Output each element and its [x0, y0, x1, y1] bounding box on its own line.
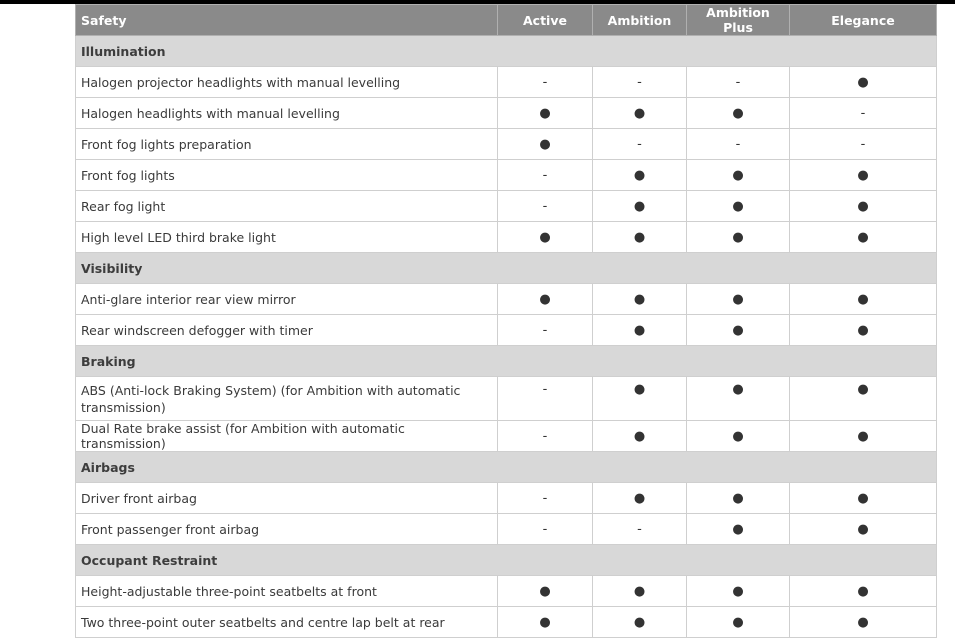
availability-cell: - [498, 315, 593, 346]
availability-cell: ● [593, 160, 687, 191]
availability-cell: ● [687, 377, 790, 421]
availability-cell: - [593, 514, 687, 545]
availability-cell: ● [593, 222, 687, 253]
table-row [76, 222, 937, 253]
table-row [76, 284, 937, 315]
availability-cell: ● [498, 576, 593, 607]
availability-cell: - [498, 377, 593, 421]
feature-cell: Anti-glare interior rear view mirror [76, 284, 498, 315]
availability-cell: ● [687, 315, 790, 346]
availability-cell: ● [790, 607, 937, 638]
table-row [76, 67, 937, 98]
availability-cell: ● [790, 222, 937, 253]
availability-cell: ● [687, 607, 790, 638]
feature-cell: Front passenger front airbag [76, 514, 498, 545]
availability-cell: ● [498, 222, 593, 253]
availability-cell: - [498, 67, 593, 98]
section-row [76, 452, 937, 483]
availability-cell: - [498, 514, 593, 545]
feature-cell: Front fog lights [76, 160, 498, 191]
availability-cell: ● [790, 483, 937, 514]
section-title: Airbags [76, 452, 937, 483]
availability-cell: ● [593, 377, 687, 421]
availability-cell: ● [687, 222, 790, 253]
availability-cell: - [593, 67, 687, 98]
feature-cell: Dual Rate brake assist (for Ambition with automatic transmission) [76, 421, 498, 452]
availability-cell: ● [593, 576, 687, 607]
availability-cell: - [687, 67, 790, 98]
section-title: Visibility [76, 253, 937, 284]
table-row [76, 160, 937, 191]
availability-cell: - [790, 129, 937, 160]
availability-cell: ● [498, 607, 593, 638]
availability-cell: - [498, 483, 593, 514]
section-title: Braking [76, 346, 937, 377]
availability-cell: ● [593, 483, 687, 514]
availability-cell: ● [593, 98, 687, 129]
availability-cell: ● [498, 284, 593, 315]
header-trim-elegance: Elegance [790, 5, 937, 36]
feature-cell: High level LED third brake light [76, 222, 498, 253]
availability-cell: ● [790, 160, 937, 191]
table-body [76, 36, 937, 638]
table-row [76, 576, 937, 607]
availability-cell: ● [687, 284, 790, 315]
feature-cell: Halogen headlights with manual levelling [76, 98, 498, 129]
section-row [76, 346, 937, 377]
availability-cell: - [498, 160, 593, 191]
availability-cell: ● [790, 191, 937, 222]
feature-cell: Height-adjustable three-point seatbelts at front [76, 576, 498, 607]
availability-cell: ● [687, 514, 790, 545]
availability-cell: ● [790, 284, 937, 315]
availability-cell: ● [790, 514, 937, 545]
section-row [76, 253, 937, 284]
section-title: Occupant Restraint [76, 545, 937, 576]
availability-cell: ● [498, 129, 593, 160]
table-row [76, 98, 937, 129]
header-trim-ambition-plus: Ambition Plus [687, 5, 790, 36]
table-row [76, 377, 937, 421]
availability-cell: ● [687, 483, 790, 514]
availability-cell: ● [593, 284, 687, 315]
availability-cell: ● [498, 98, 593, 129]
feature-cell: Halogen projector headlights with manual levelling [76, 67, 498, 98]
feature-cell: Front fog lights preparation [76, 129, 498, 160]
availability-cell: ● [790, 377, 937, 421]
availability-cell: ● [790, 421, 937, 452]
header-trim-active: Active [498, 5, 593, 36]
availability-cell: ● [687, 421, 790, 452]
table-row [76, 514, 937, 545]
feature-cell: Two three-point outer seatbelts and centre lap belt at rear [76, 607, 498, 638]
table-header-row [76, 5, 937, 36]
table-row [76, 191, 937, 222]
availability-cell: ● [593, 421, 687, 452]
availability-cell: ● [790, 315, 937, 346]
section-title: Illumination [76, 36, 937, 67]
header-feature: Safety [76, 5, 498, 36]
table-row [76, 129, 937, 160]
feature-cell: Rear windscreen defogger with timer [76, 315, 498, 346]
availability-cell: ● [593, 607, 687, 638]
availability-cell: ● [790, 576, 937, 607]
table-row [76, 315, 937, 346]
availability-cell: - [498, 191, 593, 222]
table-row [76, 421, 937, 452]
feature-cell: ABS (Anti-lock Braking System) (for Ambition with automatic transmission) [76, 377, 498, 421]
table-row [76, 483, 937, 514]
spec-table-container [75, 4, 936, 638]
availability-cell: ● [593, 191, 687, 222]
availability-cell: ● [687, 191, 790, 222]
availability-cell: ● [687, 160, 790, 191]
availability-cell: - [790, 98, 937, 129]
header-trim-ambition: Ambition [593, 5, 687, 36]
availability-cell: - [593, 129, 687, 160]
availability-cell: ● [687, 576, 790, 607]
feature-cell: Rear fog light [76, 191, 498, 222]
safety-spec-table [75, 4, 937, 638]
availability-cell: - [687, 129, 790, 160]
availability-cell: - [498, 421, 593, 452]
section-row [76, 545, 937, 576]
feature-cell: Driver front airbag [76, 483, 498, 514]
section-row [76, 36, 937, 67]
availability-cell: ● [593, 315, 687, 346]
availability-cell: ● [790, 67, 937, 98]
table-row [76, 607, 937, 638]
availability-cell: ● [687, 98, 790, 129]
